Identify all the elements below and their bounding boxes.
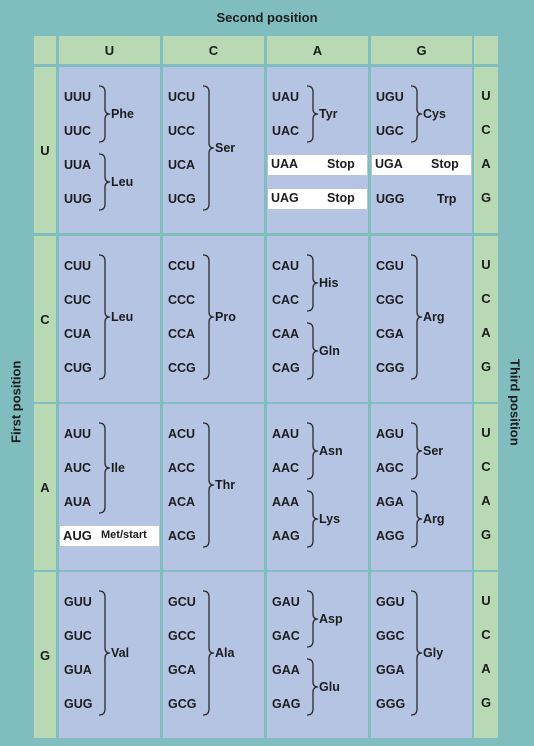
codon: GCC <box>168 629 196 643</box>
codon: AGG <box>376 529 405 543</box>
codon: CGU <box>376 259 404 273</box>
codon: CGA <box>376 327 404 341</box>
codon: UAU <box>272 90 300 104</box>
codon: UUC <box>64 124 92 138</box>
codon: GUG <box>64 697 93 711</box>
brace-icon <box>307 491 319 547</box>
corner-cell-left <box>34 36 56 64</box>
codon: GCG <box>168 697 197 711</box>
codon: UUA <box>64 158 92 172</box>
codon: CGC <box>376 293 404 307</box>
codon: GGU <box>376 595 405 609</box>
codon: CUA <box>64 327 92 341</box>
first-base-letter: U <box>40 143 50 158</box>
codon: CCU <box>168 259 196 273</box>
codon: AGC <box>376 461 404 475</box>
codon: UAA <box>271 157 299 171</box>
third-base-letter: U <box>481 425 491 440</box>
third-base-letter: C <box>481 627 491 642</box>
codon: AUC <box>64 461 92 475</box>
brace-icon <box>307 591 319 647</box>
codon: UCG <box>168 192 196 206</box>
codon: CCC <box>168 293 196 307</box>
second-base-header: C <box>163 36 264 64</box>
codon: GAU <box>272 595 300 609</box>
codon: UCC <box>168 124 196 138</box>
codon: CGG <box>376 361 405 375</box>
codon: AUU <box>64 427 92 441</box>
third-base-letter: G <box>480 359 492 374</box>
amino-acid-label: Ser <box>215 141 236 155</box>
codon: GCA <box>168 663 196 677</box>
first-base-letter: C <box>40 312 50 327</box>
codon: AUG <box>63 528 92 543</box>
amino-acid-label: Lys <box>319 512 341 526</box>
codon: ACU <box>168 427 196 441</box>
third-base-letter: A <box>481 493 491 508</box>
amino-acid-label: Gln <box>319 344 340 358</box>
third-base-letter: G <box>480 527 492 542</box>
amino-acid-label: Asp <box>319 612 343 626</box>
second-position-title: Second position <box>216 9 318 25</box>
brace-icon <box>307 86 319 142</box>
codon: ACG <box>168 529 196 543</box>
codon: CCG <box>168 361 196 375</box>
brace-icon <box>203 255 215 379</box>
third-base-letter: A <box>481 661 491 676</box>
amino-acid-label: Val <box>111 646 130 660</box>
stop-label: Stop <box>431 157 459 171</box>
codon: AGA <box>376 495 404 509</box>
brace-icon <box>411 423 423 479</box>
codon: UUG <box>64 192 92 206</box>
third-base-letter: U <box>481 593 491 608</box>
codon: GAA <box>272 663 300 677</box>
amino-acid-label: His <box>319 276 339 290</box>
codon: UAC <box>272 124 300 138</box>
codon: UGU <box>376 90 404 104</box>
corner-cell-right <box>474 36 498 64</box>
amino-acid-label: Ala <box>215 646 235 660</box>
codon: GUA <box>64 663 92 677</box>
codon: ACA <box>168 495 196 509</box>
codon: AAA <box>272 495 300 509</box>
amino-acid-label: Tyr <box>319 107 338 121</box>
brace-icon <box>411 86 423 142</box>
amino-acid-label: Ser <box>423 444 444 458</box>
stop-label: Stop <box>327 191 355 205</box>
codon: UGA <box>375 157 403 171</box>
codon: CAG <box>272 361 300 375</box>
second-base-header: G <box>371 36 472 64</box>
amino-acid-label: Trp <box>437 192 457 206</box>
codon: UGG <box>376 192 405 206</box>
codon: AAU <box>272 427 300 441</box>
start-label: Met/start <box>101 529 147 541</box>
third-base-letter: G <box>480 190 492 205</box>
amino-acid-label: Cys <box>423 107 446 121</box>
first-base-letter: G <box>39 648 51 663</box>
amino-acid-label: Phe <box>111 107 134 121</box>
codon: GGG <box>376 697 406 711</box>
codon: GGA <box>376 663 405 677</box>
first-position-label: First position <box>8 360 24 444</box>
third-base-letter: C <box>481 459 491 474</box>
amino-acid-label: Ile <box>111 461 125 475</box>
codon: AUA <box>64 495 92 509</box>
codon: CCA <box>168 327 196 341</box>
codon: GAG <box>272 697 301 711</box>
codon: CAU <box>272 259 300 273</box>
third-position-label: Third position <box>507 358 523 446</box>
third-base-letter: U <box>481 257 491 272</box>
amino-acid-label: Asn <box>319 444 343 458</box>
amino-acid-label: Arg <box>423 512 445 526</box>
third-base-letter: U <box>481 88 491 103</box>
amino-acid-label: Thr <box>215 478 236 492</box>
third-base-letter: A <box>481 156 491 171</box>
stop-label: Stop <box>327 157 355 171</box>
amino-acid-label: Arg <box>423 310 445 324</box>
codon: AAG <box>272 529 300 543</box>
codon: AGU <box>376 427 404 441</box>
brace-icon <box>99 255 111 379</box>
codon: CAA <box>272 327 300 341</box>
first-base-letter: A <box>40 480 50 495</box>
codon: UAG <box>271 191 299 205</box>
codon: UCU <box>168 90 196 104</box>
codon: GUU <box>64 595 92 609</box>
amino-acid-label: Gly <box>423 646 444 660</box>
third-base-letter: C <box>481 122 491 137</box>
brace-icon <box>307 659 319 715</box>
amino-acid-label: Leu <box>111 175 134 189</box>
third-base-letter: A <box>481 325 491 340</box>
brace-icon <box>411 491 423 547</box>
brace-icon <box>307 323 319 379</box>
second-base-header: U <box>59 36 160 64</box>
brace-icon <box>203 86 215 210</box>
brace-icon <box>203 423 215 547</box>
third-base-letter: C <box>481 291 491 306</box>
brace-icon <box>203 591 215 715</box>
codon: GAC <box>272 629 300 643</box>
brace-icon <box>307 423 319 479</box>
third-base-letter: G <box>480 695 492 710</box>
brace-icon <box>99 591 111 715</box>
brace-icon <box>99 423 111 513</box>
codon: CUU <box>64 259 92 273</box>
brace-icon <box>411 255 423 379</box>
amino-acid-label: Glu <box>319 680 340 694</box>
codon: GCU <box>168 595 196 609</box>
second-base-header: A <box>267 36 368 64</box>
codon: UCA <box>168 158 196 172</box>
codon: UUU <box>64 90 92 104</box>
codon: AAC <box>272 461 300 475</box>
codon: ACC <box>168 461 196 475</box>
codon: CAC <box>272 293 300 307</box>
codon: GUC <box>64 629 92 643</box>
codon: CUG <box>64 361 92 375</box>
brace-icon <box>307 255 319 311</box>
codon: GGC <box>376 629 405 643</box>
amino-acid-label: Leu <box>111 310 134 324</box>
brace-icon <box>99 86 111 142</box>
brace-icon <box>99 154 111 210</box>
brace-icon <box>411 591 423 715</box>
codon: UGC <box>376 124 404 138</box>
codon: CUC <box>64 293 92 307</box>
amino-acid-label: Pro <box>215 310 236 324</box>
